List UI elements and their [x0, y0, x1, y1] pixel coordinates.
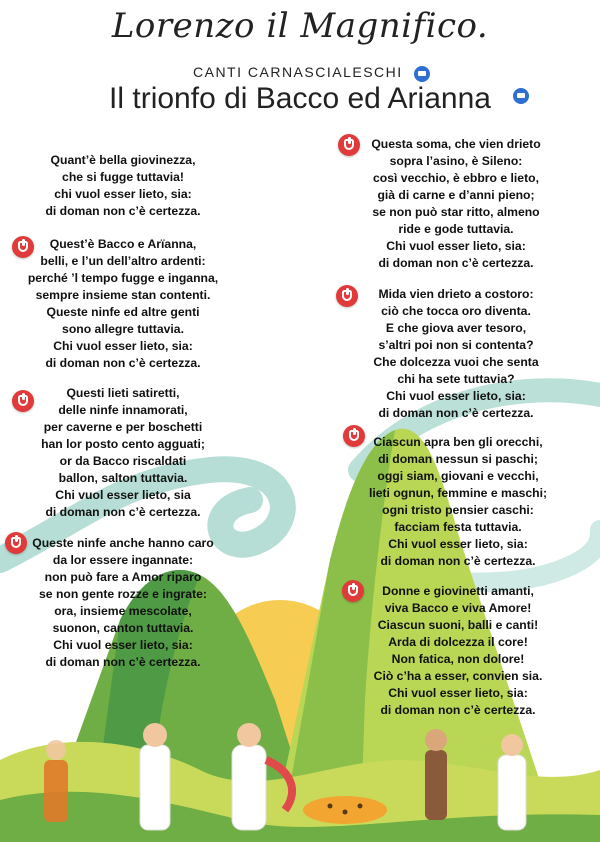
verse-line: Che dolcezza vuoi che senta — [373, 355, 539, 369]
verse-line: oggi siam, giovani e vecchi, — [377, 469, 539, 483]
verse-line: già di carne e d’anni pieno; — [377, 188, 535, 202]
verse-line: Chi vuol esser lieto, sia: — [386, 389, 526, 403]
stanza-8 — [338, 583, 578, 719]
stanza-1 — [3, 152, 243, 220]
verse-line: s’altri poi non si contenta? — [378, 338, 534, 352]
verse-line: di doman nessun si paschi; — [378, 452, 538, 466]
verse-line: ogni tristo pensier caschi: — [382, 503, 534, 517]
verse-line: Chi vuol esser lieto, sia: — [388, 686, 528, 700]
verse-line: belli, e l’un dell’altro ardenti: — [40, 254, 206, 268]
verse-line: or da Bacco riscaldati — [59, 454, 187, 468]
verse-line: chi ha sete tuttavia? — [397, 372, 515, 386]
stanza-3 — [3, 385, 243, 521]
verse-line: Queste ninfe anche hanno caro — [32, 536, 214, 550]
verse-line: facciam festa tuttavia. — [394, 520, 522, 534]
stanza-2 — [3, 236, 243, 372]
chat-bubble-icon[interactable] — [414, 66, 430, 82]
verse-line: Chi vuol esser lieto, sia: — [53, 638, 193, 652]
verse-line: di doman non c’è certezza. — [378, 406, 534, 420]
stanza-7 — [338, 434, 578, 570]
verse-line: da lor essere ingannate: — [52, 553, 194, 567]
verse-line: Queste ninfe ed altre genti — [46, 305, 200, 319]
verse-line: ciò che tocca oro diventa. — [381, 304, 531, 318]
verse-line: Chi vuol esser lieto, sia — [55, 488, 191, 502]
figure-satyr — [425, 729, 447, 820]
verse-line: sono allegre tuttavia. — [62, 322, 184, 336]
verse-line: ballon, salton tuttavia. — [58, 471, 188, 485]
verse-line: ride e gode tuttavia. — [398, 222, 514, 236]
verse-line: Chi vuol esser lieto, sia: — [53, 339, 193, 353]
verse-line: Chi vuol esser lieto, sia: — [388, 537, 528, 551]
verse-line: di doman non c’è certezza. — [45, 505, 201, 519]
verse-line: Ciò c’ha a esser, convien sia. — [373, 669, 543, 683]
verse-line: lieti ognun, femmine e maschi; — [368, 486, 548, 500]
verse-line: viva Bacco e viva Amore! — [384, 601, 532, 615]
figure-leopard — [303, 796, 387, 824]
verse-line: sopra l’asino, è Sileno: — [389, 154, 523, 168]
verse-line: di doman non c’è certezza. — [380, 703, 536, 717]
stanza-5 — [336, 136, 576, 272]
verse-line: chi vuol esser lieto, sia: — [54, 187, 192, 201]
verse-line: E che giova aver tesoro, — [385, 321, 527, 335]
verse-line: Ciascun apra ben gli orecchi, — [373, 435, 543, 449]
figure-right — [498, 734, 526, 830]
verse-line: Questa soma, che vien drieto — [371, 137, 541, 151]
verse-line: Ciascun suoni, balli e canti! — [377, 618, 539, 632]
verse-line: non può fare a Amor riparo — [44, 570, 202, 584]
verse-line: Non fatica, non dolore! — [391, 652, 525, 666]
verse-line: se non gente rozze e ingrate: — [39, 587, 207, 601]
verse-line: di doman non c’è certezza. — [380, 554, 536, 568]
verse-line: per caverne e per boschetti — [43, 420, 203, 434]
verse-line: che si fugge tuttavia! — [62, 170, 184, 184]
collection-subtitle: CANTI CARNASCIALESCHI — [193, 64, 403, 80]
verse-line: delle ninfe innamorati, — [58, 403, 188, 417]
verse-line: così vecchio, è ebbro e lieto, — [373, 171, 539, 185]
stanza-4 — [3, 535, 243, 671]
verse-line: sempre insieme stan contenti. — [35, 288, 211, 302]
verse-line: Quant’è bella giovinezza, — [50, 153, 196, 167]
chat-bubble-icon[interactable] — [513, 88, 529, 104]
verse-line: Donne e giovinetti amanti, — [382, 584, 534, 598]
verse-line: Mida vien drieto a costoro: — [378, 287, 534, 301]
verse-line: di doman non c’è certezza. — [45, 356, 201, 370]
author-signature: Lorenzo il Magnifico. — [111, 6, 489, 46]
verse-line: suonon, canton tuttavia. — [52, 621, 194, 635]
verse-line: ora, insieme mescolate, — [54, 604, 192, 618]
verse-line: Chi vuol esser lieto, sia: — [386, 239, 526, 253]
poem-title: Il trionfo di Bacco ed Arianna — [109, 82, 491, 115]
figure-bacchus — [140, 723, 170, 830]
verse-line: han lor posto cento agguati; — [41, 437, 205, 451]
verse-line: di doman non c’è certezza. — [45, 204, 201, 218]
verse-line: se non può star ritto, almeno — [372, 205, 540, 219]
verse-line: perché ’l tempo fugge e inganna, — [27, 271, 219, 285]
verse-line: Questi lieti satiretti, — [66, 386, 180, 400]
stanza-6 — [336, 286, 576, 422]
verse-line: di doman non c’è certezza. — [378, 256, 534, 270]
verse-line: di doman non c’è certezza. — [45, 655, 201, 669]
verse-line: Arda di dolcezza il core! — [388, 635, 528, 649]
figure-left — [44, 740, 68, 822]
verse-line: Quest’è Bacco e Arïanna, — [49, 237, 197, 251]
